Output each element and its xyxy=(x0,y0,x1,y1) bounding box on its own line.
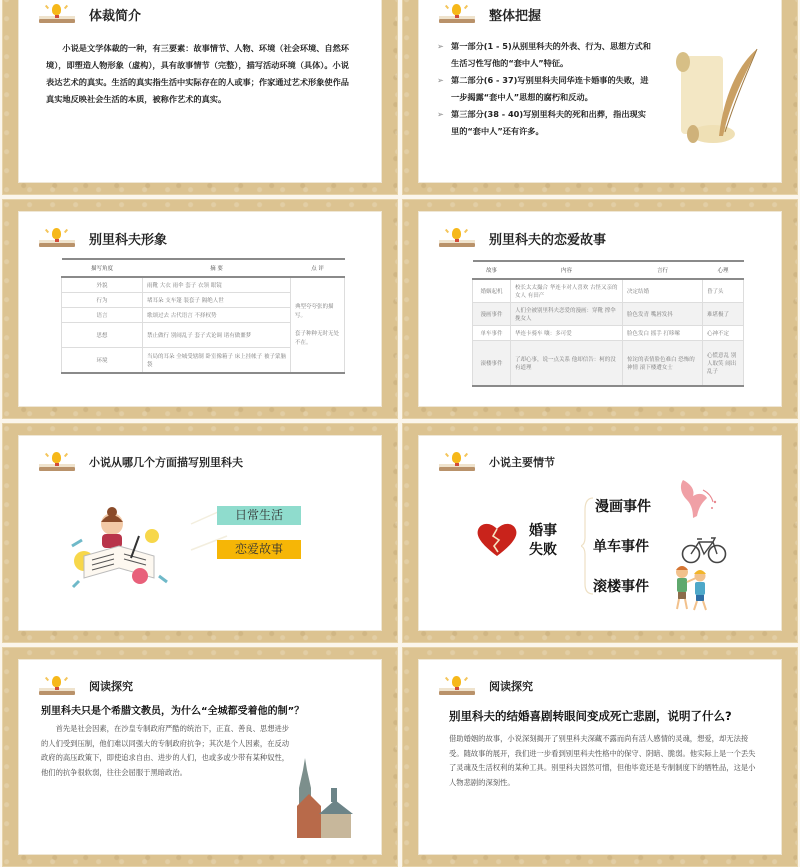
slide-header xyxy=(437,226,606,250)
slide-card xyxy=(418,659,782,855)
children-fighting-icon xyxy=(671,564,711,612)
slide-card xyxy=(418,0,782,183)
slide-title: 小说从哪几个方面描写别里科夫 xyxy=(89,456,243,469)
broken-heart-icon xyxy=(476,522,518,558)
slide-title: 整体把握 xyxy=(489,8,542,24)
lightbulb-book-icon xyxy=(37,226,77,250)
table-row: 单车事件 华连卡骑车 嚷：多可爱 脸色发白 摇手 打哆嗦 心神不定 xyxy=(473,326,744,341)
inquiry-answer: 首先是社会因素，在沙皇专制政府严酷的统治下，正直、善良、思想进步的人们受到压制，他们难以同强大的专制政府抗争；其次是个人因素，在反动政府的高压政策下，即使追求自由、进步的人们，也或多或少带有某种奴性，他们的抗争很软弱，往往会屈服于黑暗政治。 xyxy=(41,724,290,777)
lightbulb-book-icon xyxy=(437,226,477,250)
comment-cell: 典型夸夸张的描写。 套子种种无时无处不在。 xyxy=(291,277,345,373)
arrow-bullet-icon: ➢ xyxy=(437,75,444,85)
slide-love-story[interactable] xyxy=(402,199,798,419)
lightbulb-book-icon xyxy=(437,674,477,698)
table-row: 行为 堵耳朵 支车篷 装套子 隔绝人世 xyxy=(62,293,345,308)
castle-icon xyxy=(287,758,357,838)
table-header: 描写角度 xyxy=(62,259,143,277)
slide-header xyxy=(37,450,243,474)
slide-title: 体裁简介 xyxy=(89,8,142,24)
bicycle-icon xyxy=(681,534,727,564)
love-story-table xyxy=(472,260,744,387)
slide-card xyxy=(18,435,382,631)
slide-title: 阅读探究 xyxy=(89,680,133,693)
slide-main-plot[interactable] xyxy=(402,423,798,643)
table-header: 言行 xyxy=(623,261,703,279)
inquiry-question: 别里科夫的结婚喜剧转眼间变成死亡悲剧，说明了什么? xyxy=(449,709,732,723)
arrow-bullet-icon: ➢ xyxy=(437,41,444,51)
table-header: 摘 要 xyxy=(143,259,291,277)
table-header: 内容 xyxy=(511,261,623,279)
tag-daily-life[interactable]: 日常生活 xyxy=(217,506,301,525)
slide-genre-intro[interactable] xyxy=(2,0,398,195)
list-item: ➢ 第三部分(38 - 40)写别里科夫的死和出葬，指出现实里的“套中人”还有许多。 xyxy=(437,106,652,140)
list-item: ➢ 第二部分(6 - 37)写别里科夫同华连卡婚事的失败，进一步揭露“套中人”思想的腐朽和反动。 xyxy=(437,72,652,106)
lightbulb-book-icon xyxy=(37,2,77,26)
slide-card xyxy=(418,211,782,407)
tag-love-story[interactable]: 恋爱故事 xyxy=(217,540,301,559)
slide-title: 别里科夫的恋爱故事 xyxy=(489,232,607,248)
slide-header xyxy=(437,674,533,698)
slide-title: 别里科夫形象 xyxy=(89,232,168,248)
scroll-quill-icon xyxy=(669,44,764,149)
event-bicycle[interactable]: 单车事件 xyxy=(593,539,649,555)
marriage-failure-label: 婚事 失败 xyxy=(529,523,557,558)
slide-title: 小说主要情节 xyxy=(489,456,555,469)
table-header: 心理 xyxy=(703,261,744,279)
character-table xyxy=(61,258,345,374)
table-header: 故事 xyxy=(473,261,511,279)
list-item: ➢ 第一部分(1 - 5)从别里科夫的外表、行为、思想方式和生活习性写他的“套中人”特征。 xyxy=(437,38,652,72)
slide-aspects[interactable] xyxy=(2,423,398,643)
lightbulb-book-icon xyxy=(37,450,77,474)
event-comic[interactable]: 漫画事件 xyxy=(595,499,651,515)
slide-card xyxy=(18,659,382,855)
slide-header xyxy=(437,2,541,26)
girl-reading-book-icon xyxy=(64,506,174,596)
slide-reading-inquiry-1[interactable] xyxy=(2,647,398,867)
table-header: 点 评 xyxy=(291,259,345,277)
slide-header xyxy=(437,450,555,474)
table-row: 滚楼事件 了却心事，说一点关系 他却信告：柯的没有道理 惊诧的表情脸色难白 恐怖的神情 滚下楼遭女士 心慌意乱 别人取笑 闹出乱子 xyxy=(473,341,744,387)
slide-overall-grasp[interactable] xyxy=(402,0,798,195)
slide-header xyxy=(37,674,133,698)
table-row: 婚姻起机 校长太太撮合 华连卡对人喜欢 古怪又亲的女人 有田产 决定结婚 昏了头 xyxy=(473,279,744,303)
slide-character-image[interactable] xyxy=(2,199,398,419)
lightbulb-book-icon xyxy=(437,2,477,26)
slide-header xyxy=(37,2,141,26)
lightbulb-book-icon xyxy=(437,450,477,474)
table-row: 语言 歌颂过去 古代语言 不择权势 xyxy=(62,308,345,323)
event-stair-fall[interactable]: 滚楼事件 xyxy=(593,579,649,595)
arrow-bullet-icon: ➢ xyxy=(437,109,444,119)
table-row: 外貌 雨靴 大衣 雨伞 套子 衣领 眼镜 典型夸夸张的描写。 套子种种无时无处不在。 xyxy=(62,277,345,293)
slide-reading-inquiry-2[interactable] xyxy=(402,647,798,867)
slide-card xyxy=(18,0,382,183)
table-row: 思想 禁止做行 别闹乱子 套子式论调 诸有做噩梦 xyxy=(62,323,345,348)
slide-card xyxy=(18,211,382,407)
slide-card xyxy=(418,435,782,631)
lightbulb-book-icon xyxy=(37,674,77,698)
slide-header xyxy=(37,226,167,250)
inquiry-question: 别里科夫只是个希腊文教员，为什么“全城都受着他的制”？ xyxy=(41,706,305,717)
slide-title: 阅读探究 xyxy=(489,680,533,693)
table-row: 环境 当局的耳朵 全城受辖制 卧室像箱子 床上挂帐子 被子蒙脑袋 xyxy=(62,348,345,374)
cupid-icon xyxy=(677,476,719,520)
inquiry-answer: 借助婚姻的故事，小说深刻揭开了别里科夫深藏不露而尚有活人感情的灵魂，想爱，却无法接受。随故事的展开，我们进一步看到别里科夫性格中的保守、阴暗、脆弱。他实际上是一个丢失了灵魂及生活权利的某种工具。别里科夫固然可憎，但他毕竟还是专制制度下的牺牲品，这是小人物悲剧的深刻性。 xyxy=(449,734,756,787)
parts-list xyxy=(437,38,652,140)
genre-paragraph: 小说是文学体裁的一种，有三要素：故事情节、人物、环境（社会环境、自然环境），即塑造人物形象（虚构），具有故事情节（完整），描写活动环境（具体）。小说表达艺术的真实。生活的真实指生活中实际存在的人或事；作家通过艺术形象使作品真实地反映社会生活的本质，被称作艺术的真实。 xyxy=(46,43,349,104)
table-row: 漫画事件 人们全被别里科夫恋爱的漫画：穿靴 撑伞 挽女人 脸色发青 嘴唇发抖 难堪极了 xyxy=(473,303,744,326)
